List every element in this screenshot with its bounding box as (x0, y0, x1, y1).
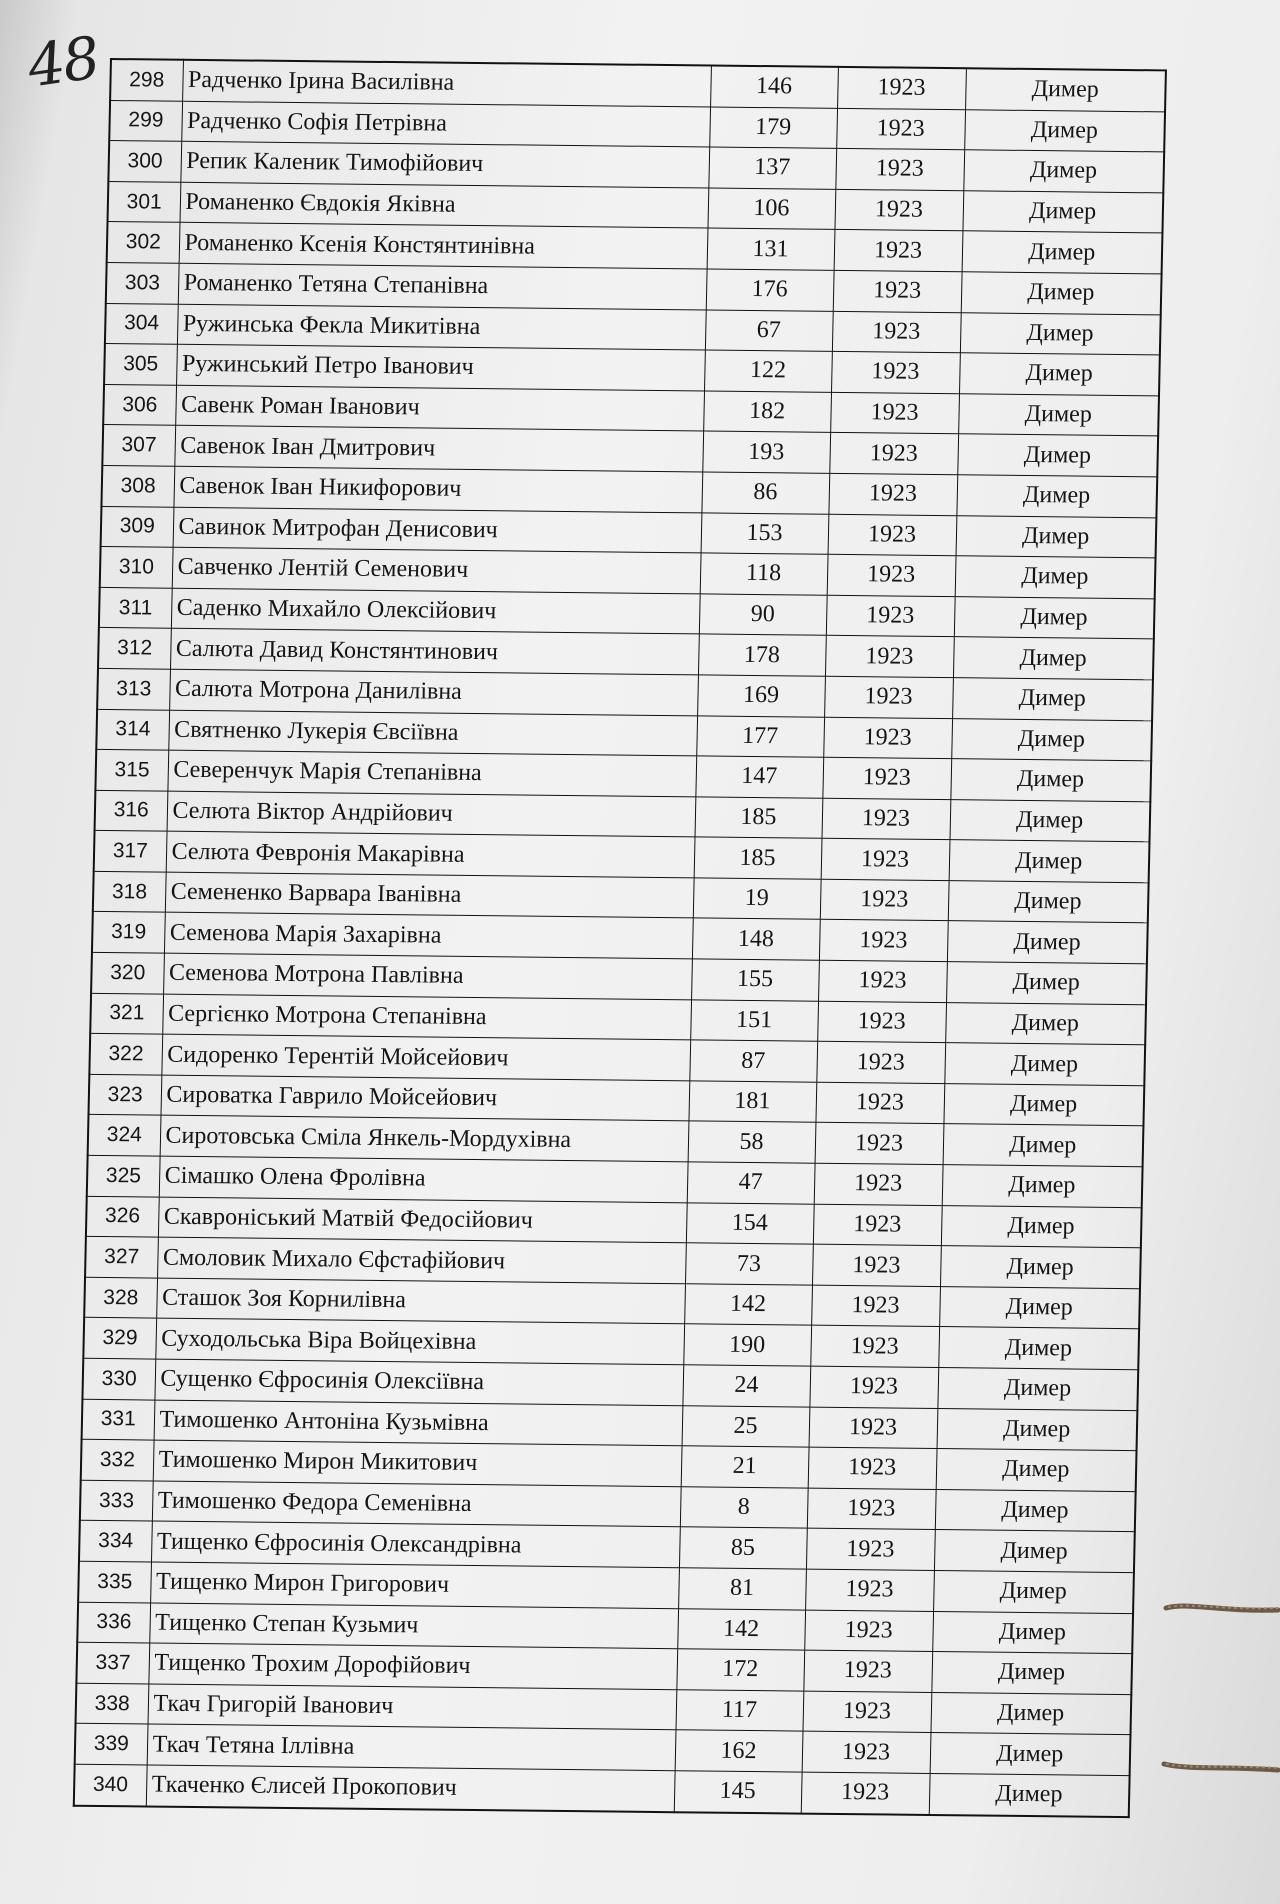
year-cell: 1923 (823, 717, 952, 759)
record-value: 58 (688, 1121, 816, 1163)
year-cell: 1923 (826, 595, 955, 637)
place-cell: Димер (945, 1002, 1146, 1045)
record-value: 117 (675, 1689, 803, 1731)
record-value: 182 (703, 391, 831, 433)
record-value: 148 (692, 918, 820, 960)
person-name: Сергієнко Мотрона Степанівна (162, 994, 691, 1040)
record-value: 21 (681, 1446, 809, 1488)
place-cell: Димер (960, 312, 1161, 355)
year-cell: 1923 (809, 1407, 938, 1449)
place-cell: Димер (938, 1327, 1139, 1370)
year-cell: 1923 (818, 960, 947, 1002)
year-cell: 1923 (830, 392, 959, 434)
place-cell: Димер (935, 1489, 1136, 1532)
person-name: Ткач Тетяна Іллівна (147, 1724, 676, 1770)
record-value: 86 (701, 472, 829, 514)
person-name: Романенко Ксенія Констянтинівна (179, 223, 708, 269)
person-name: Ткаченко Єлисей Прокопович (146, 1765, 675, 1812)
register-sheet (73, 58, 1165, 1818)
row-number: 321 (90, 993, 163, 1034)
row-number: 301 (108, 181, 181, 222)
person-name: Святненко Лукерія Євсіївна (168, 710, 697, 756)
place-cell: Димер (932, 1611, 1133, 1654)
year-cell: 1923 (807, 1488, 936, 1530)
place-cell: Димер (947, 921, 1148, 964)
row-number: 319 (92, 912, 165, 953)
row-number: 316 (95, 790, 168, 831)
record-value: 193 (702, 431, 830, 473)
person-name: Селюта Февронія Макарівна (166, 831, 695, 877)
year-cell: 1923 (806, 1529, 935, 1571)
record-value: 137 (708, 147, 836, 189)
row-number: 320 (91, 952, 164, 993)
place-cell: Димер (930, 1692, 1131, 1735)
place-cell: Димер (946, 962, 1147, 1005)
person-name: Сиротовська Сміла Янкель-Мордухівна (160, 1116, 689, 1162)
row-number: 302 (107, 222, 180, 263)
person-name: Савченко Лентій Семенович (172, 547, 701, 593)
person-name: Семененко Варвара Іванівна (165, 872, 694, 918)
record-value: 145 (674, 1771, 802, 1813)
record-value: 131 (707, 228, 835, 270)
record-value: 185 (694, 837, 822, 879)
place-cell: Димер (937, 1368, 1138, 1411)
place-cell: Димер (936, 1449, 1137, 1492)
place-cell: Димер (961, 272, 1162, 315)
person-name: Репик Каленик Тимофійович (180, 141, 709, 187)
year-cell: 1923 (803, 1650, 932, 1692)
row-number: 311 (99, 587, 172, 628)
place-cell: Димер (957, 434, 1158, 477)
row-number: 322 (89, 1034, 162, 1075)
person-name: Савенк Роман Іванович (175, 385, 704, 431)
place-cell: Димер (949, 799, 1150, 842)
record-value: 172 (676, 1649, 804, 1691)
year-cell: 1923 (814, 1163, 943, 1205)
place-cell: Димер (950, 759, 1151, 802)
record-value: 25 (682, 1405, 810, 1447)
year-cell: 1923 (813, 1204, 942, 1246)
place-cell: Димер (934, 1530, 1135, 1573)
row-number: 310 (100, 547, 173, 588)
record-value: 181 (688, 1081, 816, 1123)
person-name: Ружинська Фекла Микитівна (177, 304, 706, 350)
place-cell: Димер (949, 840, 1150, 883)
place-cell: Димер (954, 596, 1155, 639)
row-number: 337 (76, 1642, 149, 1683)
person-name: Смоловик Михало Єфстафійович (157, 1237, 686, 1283)
record-value: 19 (693, 878, 821, 920)
person-name: Тимошенко Федора Семенівна (152, 1481, 681, 1527)
person-name: Тимошенко Мирон Микитович (153, 1440, 682, 1486)
year-cell: 1923 (820, 879, 949, 921)
binding-thread-lower (1160, 1758, 1280, 1776)
place-cell: Димер (953, 637, 1154, 680)
place-cell: Димер (944, 1043, 1145, 1086)
year-cell: 1923 (812, 1244, 941, 1286)
record-value: 67 (705, 310, 833, 352)
row-number: 305 (104, 344, 177, 385)
person-name: Радченко Софія Петрівна (181, 101, 710, 147)
person-name: Скавроніський Матвій Федосійович (158, 1197, 687, 1243)
year-cell: 1923 (801, 1772, 930, 1814)
year-cell: 1923 (816, 1041, 945, 1083)
person-name: Тищенко Єфросинія Олександрівна (151, 1521, 680, 1567)
handwritten-page-number: 48 (23, 23, 103, 101)
place-cell: Димер (962, 231, 1163, 274)
place-cell: Димер (929, 1773, 1130, 1816)
record-value: 24 (682, 1365, 810, 1407)
year-cell: 1923 (834, 189, 963, 231)
person-name: Сімашко Олена Фролівна (159, 1156, 688, 1202)
row-number: 325 (87, 1155, 160, 1196)
person-name: Романенко Євдокія Яківна (180, 182, 709, 228)
row-number: 340 (74, 1764, 147, 1806)
person-name: Салюта Давид Констянтинович (170, 629, 699, 675)
person-name: Суходольська Віра Войцехівна (155, 1318, 684, 1364)
year-cell: 1923 (805, 1569, 934, 1611)
person-name: Тищенко Мирон Григорович (150, 1562, 679, 1608)
person-name: Сущенко Єфросинія Олексіївна (154, 1359, 683, 1405)
place-cell: Димер (933, 1570, 1134, 1613)
row-number: 313 (97, 668, 170, 709)
row-number: 335 (78, 1561, 151, 1602)
person-name: Савенок Іван Никифорович (173, 466, 702, 512)
row-number: 331 (82, 1399, 155, 1440)
row-number: 330 (82, 1358, 155, 1399)
person-name: Сидоренко Терентій Мойсейович (161, 1034, 690, 1080)
row-number: 299 (109, 100, 182, 141)
record-value: 118 (700, 553, 828, 595)
year-cell: 1923 (828, 473, 957, 515)
row-number: 332 (81, 1439, 154, 1480)
record-value: 73 (685, 1243, 813, 1285)
register-table (73, 58, 1167, 1818)
record-value: 177 (696, 715, 824, 757)
record-value: 47 (687, 1162, 815, 1204)
year-cell: 1923 (808, 1447, 937, 1489)
year-cell: 1923 (822, 757, 951, 799)
place-cell: Димер (959, 353, 1160, 396)
person-name: Северенчук Марія Степанівна (167, 750, 696, 796)
person-name: Салюта Мотрона Данилівна (169, 669, 698, 715)
year-cell: 1923 (810, 1326, 939, 1368)
row-number: 309 (101, 506, 174, 547)
year-cell: 1923 (809, 1366, 938, 1408)
year-cell: 1923 (815, 1082, 944, 1124)
record-value: 81 (678, 1568, 806, 1610)
record-value: 155 (691, 959, 819, 1001)
row-number: 339 (75, 1724, 148, 1765)
person-name: Романенко Тетяна Степанівна (178, 263, 707, 309)
place-cell: Димер (930, 1733, 1131, 1776)
place-cell: Димер (965, 68, 1166, 111)
person-name: Сташок Зоя Корнилівна (156, 1278, 685, 1324)
year-cell: 1923 (828, 514, 957, 556)
person-name: Семенова Мотрона Павлівна (163, 953, 692, 999)
person-name: Саденко Михайло Олексійович (171, 588, 700, 634)
place-cell: Димер (951, 718, 1152, 761)
record-value: 146 (710, 66, 838, 108)
record-value: 147 (695, 756, 823, 798)
year-cell: 1923 (822, 798, 951, 840)
row-number: 314 (96, 709, 169, 750)
record-value: 179 (709, 107, 837, 149)
place-cell: Димер (931, 1652, 1132, 1695)
person-name: Селюта Віктор Андрійович (167, 791, 696, 837)
row-number: 327 (85, 1237, 158, 1278)
place-cell: Димер (963, 150, 1164, 193)
record-value: 190 (683, 1324, 811, 1366)
row-number: 298 (110, 59, 183, 101)
place-cell: Димер (964, 109, 1165, 152)
row-number: 315 (95, 749, 168, 790)
year-cell: 1923 (815, 1123, 944, 1165)
place-cell: Димер (948, 880, 1149, 923)
record-value: 154 (686, 1202, 814, 1244)
row-number: 303 (106, 262, 179, 303)
person-name: Семенова Марія Захарівна (164, 913, 693, 959)
row-number: 329 (83, 1318, 156, 1359)
row-number: 317 (94, 831, 167, 872)
record-value: 142 (677, 1608, 805, 1650)
year-cell: 1923 (802, 1731, 931, 1773)
record-value: 162 (675, 1730, 803, 1772)
place-cell: Димер (940, 1246, 1141, 1289)
place-cell: Димер (958, 393, 1159, 436)
row-number: 308 (101, 465, 174, 506)
place-cell: Димер (956, 475, 1157, 518)
row-number: 336 (77, 1602, 150, 1643)
year-cell: 1923 (827, 554, 956, 596)
place-cell: Димер (941, 1205, 1142, 1248)
person-name: Савинок Митрофан Денисович (173, 507, 702, 553)
row-number: 328 (84, 1277, 157, 1318)
row-number: 338 (76, 1683, 149, 1724)
binding-thread-upper (1160, 1598, 1280, 1616)
person-name: Сироватка Гаврило Мойсейович (160, 1075, 689, 1121)
place-cell: Димер (955, 556, 1156, 599)
place-cell: Димер (962, 191, 1163, 234)
year-cell: 1923 (804, 1610, 933, 1652)
record-value: 178 (698, 634, 826, 676)
record-value: 87 (689, 1040, 817, 1082)
row-number: 307 (102, 425, 175, 466)
row-number: 324 (88, 1115, 161, 1156)
row-number: 312 (98, 628, 171, 669)
person-name: Савенок Іван Дмитрович (174, 426, 703, 472)
register-rows (74, 59, 1166, 1817)
person-name: Тищенко Трохим Дорофійович (148, 1643, 677, 1689)
person-name: Тищенко Степан Кузьмич (149, 1603, 678, 1649)
record-value: 85 (679, 1527, 807, 1569)
year-cell: 1923 (832, 311, 961, 353)
record-value: 185 (695, 797, 823, 839)
record-value: 169 (697, 675, 825, 717)
person-name: Ткач Григорій Іванович (148, 1684, 677, 1730)
year-cell: 1923 (836, 108, 965, 150)
row-number: 300 (108, 141, 181, 182)
year-cell: 1923 (829, 433, 958, 475)
place-cell: Димер (956, 515, 1157, 558)
row-number: 306 (103, 384, 176, 425)
place-cell: Димер (942, 1165, 1143, 1208)
place-cell: Димер (943, 1124, 1144, 1167)
row-number: 323 (88, 1074, 161, 1115)
place-cell: Димер (952, 678, 1153, 721)
place-cell: Димер (943, 1083, 1144, 1126)
record-value: 90 (699, 594, 827, 636)
place-cell: Димер (939, 1286, 1140, 1329)
row-number: 304 (105, 303, 178, 344)
record-value: 151 (690, 999, 818, 1041)
year-cell: 1923 (834, 230, 963, 272)
record-value: 8 (680, 1487, 808, 1529)
year-cell: 1923 (831, 351, 960, 393)
row-number: 318 (93, 871, 166, 912)
row-number: 334 (79, 1521, 152, 1562)
row-number: 326 (86, 1196, 159, 1237)
place-cell: Димер (937, 1408, 1138, 1451)
row-number: 333 (80, 1480, 153, 1521)
year-cell: 1923 (817, 1001, 946, 1043)
year-cell: 1923 (819, 920, 948, 962)
record-value: 106 (707, 188, 835, 230)
record-value: 153 (701, 512, 829, 554)
person-name: Тимошенко Антоніна Кузьмівна (154, 1400, 683, 1446)
year-cell: 1923 (837, 67, 966, 109)
year-cell: 1923 (833, 270, 962, 312)
year-cell: 1923 (811, 1285, 940, 1327)
year-cell: 1923 (821, 839, 950, 881)
person-name: Радченко Ірина Василівна (182, 60, 711, 107)
record-value: 122 (704, 350, 832, 392)
record-value: 142 (684, 1284, 812, 1326)
year-cell: 1923 (835, 149, 964, 191)
year-cell: 1923 (802, 1691, 931, 1733)
year-cell: 1923 (824, 676, 953, 718)
person-name: Ружинський Петро Іванович (176, 344, 705, 390)
record-value: 176 (706, 269, 834, 311)
year-cell: 1923 (825, 636, 954, 678)
